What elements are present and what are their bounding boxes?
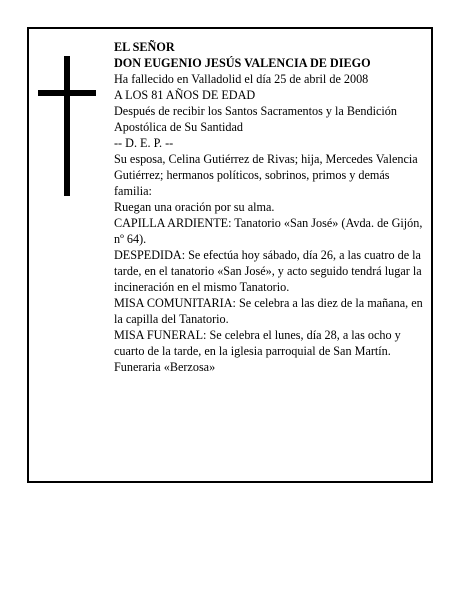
despedida: DESPEDIDA: Se efectúa hoy sábado, día 26, a las cuatro de la tarde, en el tanatorio «San José», y acto seguido tendrá lugar la incineración en el mismo Tanatorio. [114,248,422,294]
funeraria: Funeraria «Berzosa» [114,360,216,374]
deceased-name: DON EUGENIO JESÚS VALENCIA DE DIEGO [114,56,371,70]
death-statement: Ha fallecido en Valladolid el día 25 de abril de 2008 [114,72,369,86]
misa-funeral: MISA FUNERAL: Se celebra el lunes, día 28, a las ocho y cuarto de la tarde, en la iglesia parroquial de San Martín. [114,328,401,358]
age-statement: A LOS 81 AÑOS DE EDAD [114,88,256,102]
capilla-ardiente: CAPILLA ARDIENTE: Tanatorio «San José» (Avda. de Gijón, nº 64). [114,216,423,246]
family-statement: Su esposa, Celina Gutiérrez de Rivas; hija, Mercedes Valencia Gutiérrez; hermanos políticos, sobrinos, primos y demás familia: [114,152,418,198]
dep-line: -- D. E. P. -- [114,136,174,150]
cross-icon [64,56,70,196]
misa-comunitaria: MISA COMUNITARIA: Se celebra a las diez de la mañana, en la capilla del Tanatorio. [114,296,423,326]
deceased-title: EL SEÑOR [114,40,175,54]
obituary-text [114,39,430,375]
prayer-request: Ruegan una oración por su alma. [114,200,275,214]
cross-icon-crossbar [38,90,96,96]
sacraments-statement: Después de recibir los Santos Sacramentos y la Bendición Apostólica de Su Santidad [114,104,397,134]
